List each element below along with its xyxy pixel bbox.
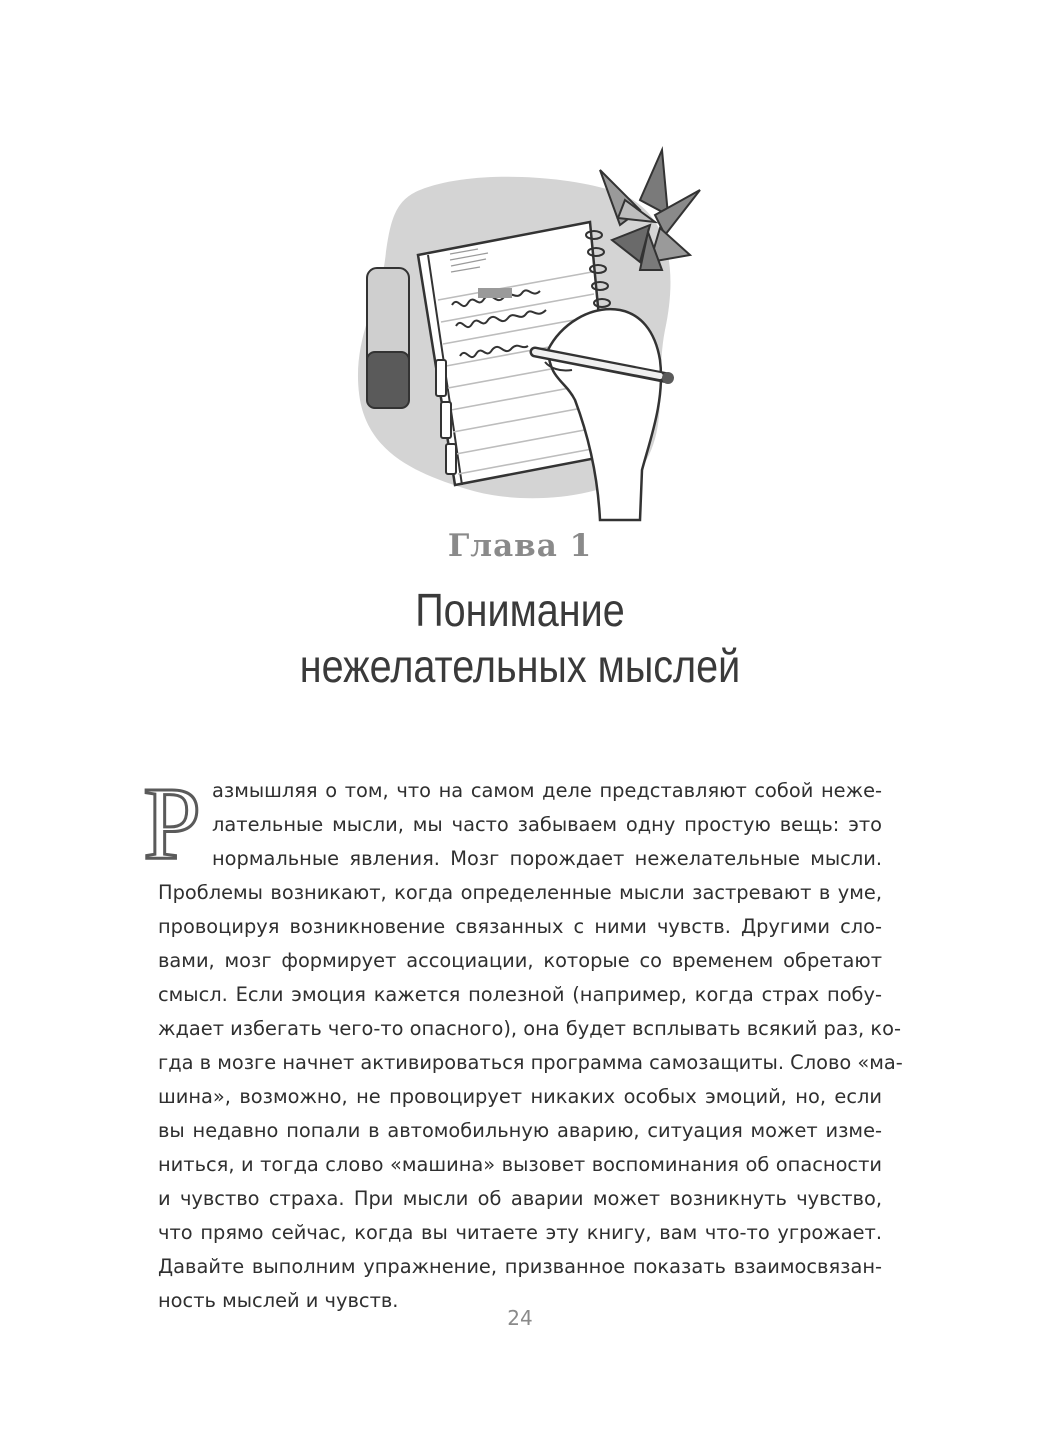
chapter-label: Глава 1 bbox=[447, 528, 593, 564]
text-line: азмышляя о том, что на самом деле представляют собой неже- bbox=[212, 779, 882, 802]
text-line: Проблемы возникают, когда определенные мысли застревают в уме, bbox=[158, 881, 882, 904]
text-line: ниться, и тогда слово «машина» вызовет воспоминания об опасности bbox=[158, 1153, 882, 1176]
text-line: Давайте выполним упражнение, призванное показать взаимосвязан- bbox=[158, 1255, 882, 1278]
text-line: провоцируя возникновение связанных с ними чувств. Другими сло- bbox=[158, 915, 882, 938]
text-line: вами, мозг формирует ассоциации, которые со временем обретают bbox=[158, 949, 882, 972]
chapter-title-line: Понимание bbox=[415, 584, 625, 636]
chapter-title bbox=[73, 582, 967, 694]
text-line: вы недавно попали в автомобильную аварию, ситуация может изме- bbox=[158, 1119, 882, 1142]
text-line: ждает избегать чего-то опасного), она будет всплывать всякий раз, ко- bbox=[158, 1017, 901, 1040]
text-line: гда в мозге начнет активироваться программа самозащиты. Слово «ма- bbox=[158, 1051, 903, 1074]
drop-cap bbox=[143, 766, 201, 881]
body-paragraph bbox=[143, 766, 903, 1318]
text-line: смысл. Если эмоция кажется полезной (например, когда страх побу- bbox=[158, 983, 882, 1006]
text-line: шина», возможно, не провоцирует никаких особых эмоций, но, если bbox=[158, 1085, 882, 1108]
text-line: нормальные явления. Мозг порождает нежелательные мысли. bbox=[212, 847, 882, 870]
highlighter-marker bbox=[367, 268, 409, 408]
text-line: что прямо сейчас, когда вы читаете эту книгу, вам что-то угрожает. bbox=[158, 1221, 882, 1244]
notebook-writing-illustration bbox=[340, 140, 700, 530]
chapter-title-line: нежелательных мыслей bbox=[299, 640, 741, 692]
text-line: ность мыслей и чувств. bbox=[158, 1289, 399, 1312]
page-number: 24 bbox=[507, 1306, 533, 1330]
drop-cap-letter: Р bbox=[143, 766, 201, 881]
text-line: и чувство страха. При мысли об аварии может возникнуть чувство, bbox=[158, 1187, 882, 1210]
text-line: лательные мысли, мы часто забываем одну простую вещь: это bbox=[212, 813, 882, 836]
